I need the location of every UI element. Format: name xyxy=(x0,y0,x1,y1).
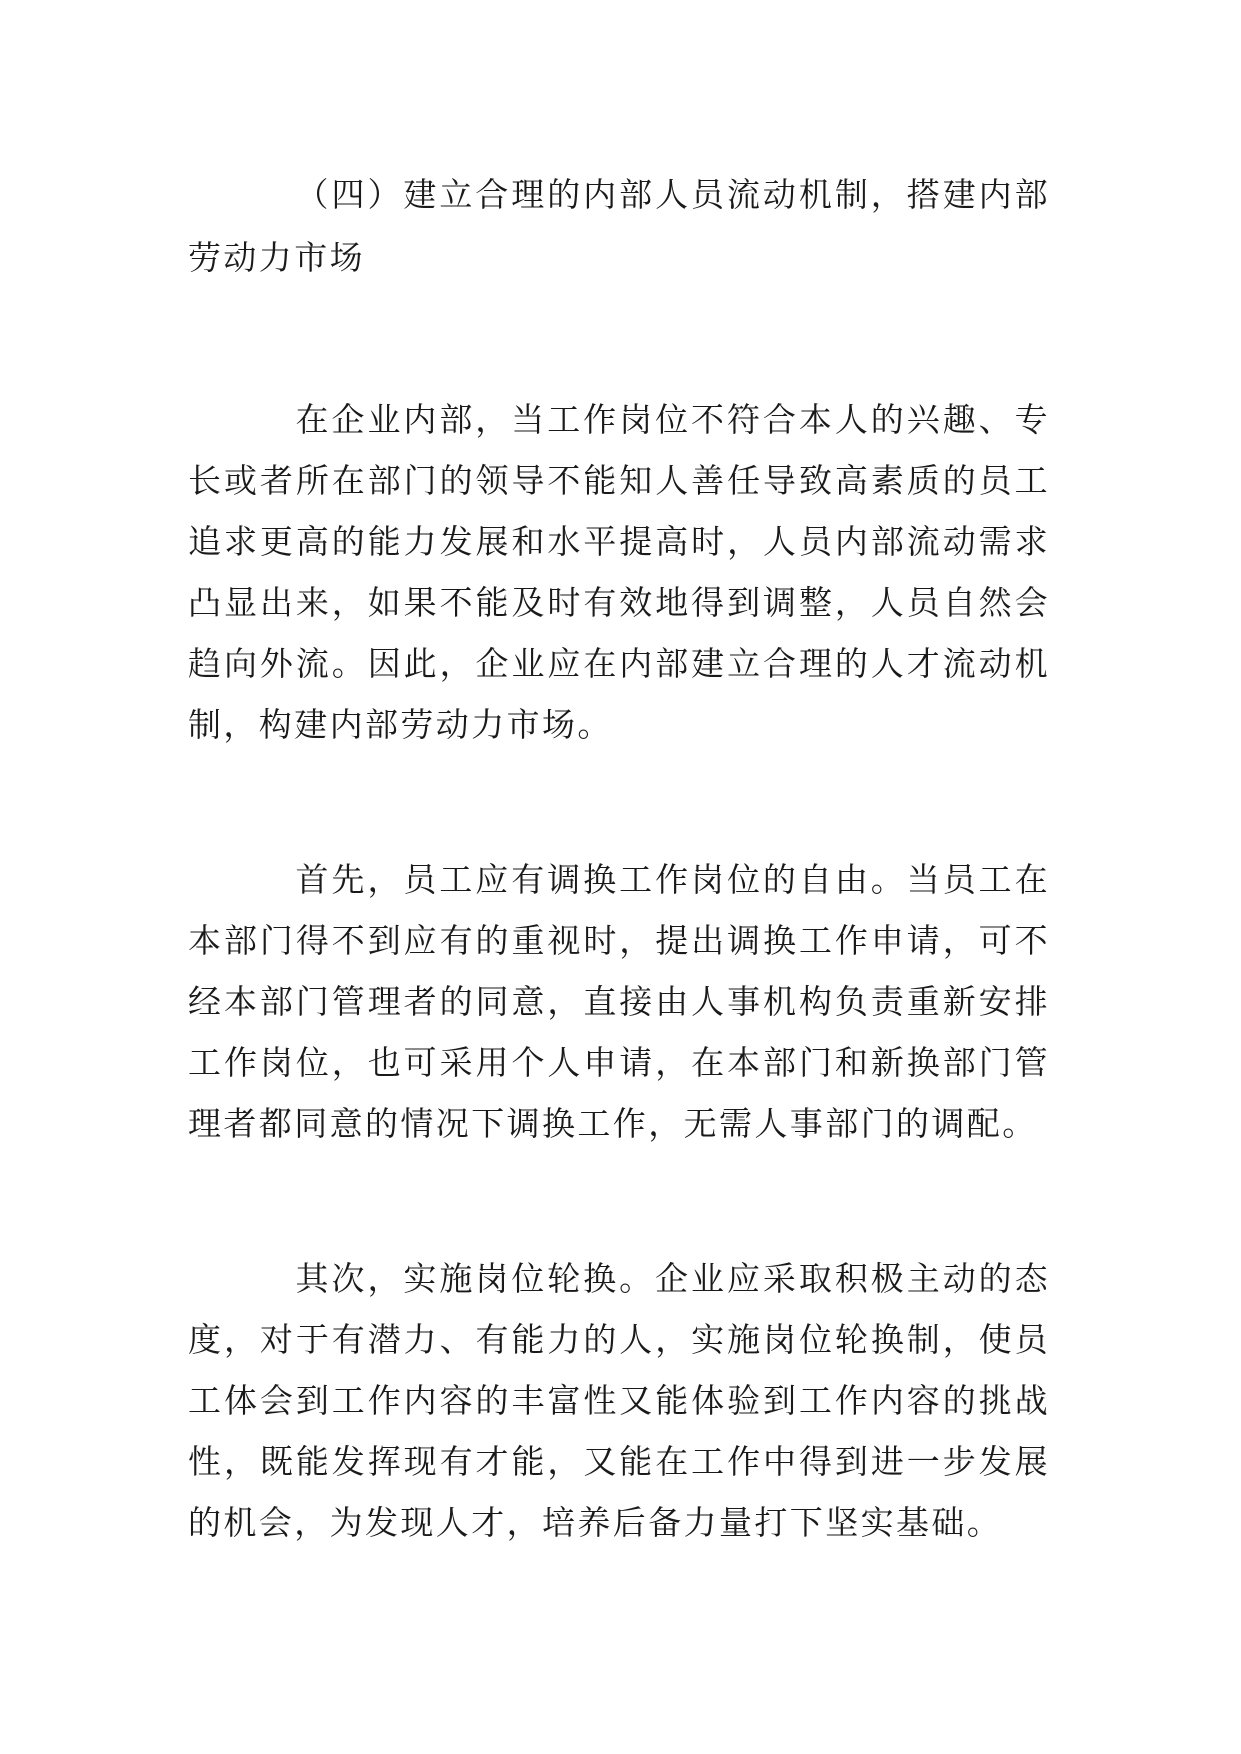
paragraph-internal-mobility xyxy=(188,389,1050,755)
section-heading xyxy=(188,163,1050,289)
section-heading-text: （四）建立合理的内部人员流动机制，搭建内部劳动力市场 xyxy=(188,175,1050,277)
paragraph-job-rotation xyxy=(188,1248,1050,1553)
paragraph-job-transfer-freedom xyxy=(188,849,1050,1154)
paragraph-text: 在企业内部，当工作岗位不符合本人的兴趣、专长或者所在部门的领导不能知人善任导致高素质的员工追求更高的能力发展和水平提高时，人员内部流动需求凸显出来，如果不能及时有效地得到调整，人员自然会趋向外流。因此，企业应在内部建立合理的人才流动机制，构建内部劳动力市场。 xyxy=(188,400,1050,744)
paragraph-text: 其次，实施岗位轮换。企业应采取积极主动的态度，对于有潜力、有能力的人，实施岗位轮换制，使员工体会到工作内容的丰富性又能体验到工作内容的挑战性，既能发挥现有才能，又能在工作中得到进一步发展的机会，为发现人才，培养后备力量打下坚实基础。 xyxy=(188,1259,1050,1542)
paragraph-text: 首先，员工应有调换工作岗位的自由。当员工在本部门得不到应有的重视时，提出调换工作申请，可不经本部门管理者的同意，直接由人事机构负责重新安排工作岗位，也可采用个人申请，在本部门和新换部门管理者都同意的情况下调换工作，无需人事部门的调配。 xyxy=(188,860,1050,1143)
